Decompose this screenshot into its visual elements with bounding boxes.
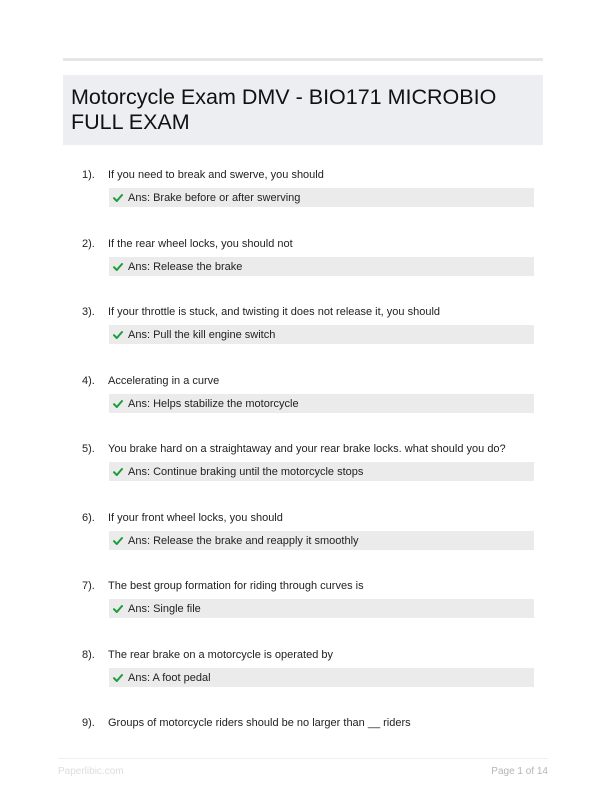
footer-site: Paperlibic.com [58,766,124,777]
page-number: Page 1 of 14 [491,766,548,777]
answer-box [109,599,534,618]
footer-divider [58,758,548,759]
answer-text: Ans: Release the brake and reapply it smoothly [128,534,359,547]
check-icon [113,467,123,477]
answer-text: Ans: Continue braking until the motorcycle stops [128,465,364,478]
answer-text: Ans: A foot pedal [128,671,211,684]
answer-box [109,668,534,687]
check-icon [113,262,123,272]
title-banner [63,75,543,145]
answer-box [109,531,534,550]
answer-box [109,394,534,413]
question-number: 9). [82,717,95,729]
answer-box [109,325,534,344]
question-number: 3). [82,306,95,318]
check-icon [113,330,123,340]
question-text: If your throttle is stuck, and twisting it does not release it, you should [108,306,441,318]
question-number: 6). [82,512,95,524]
question-text: If the rear wheel locks, you should not [108,238,293,250]
answer-text: Ans: Helps stabilize the motorcycle [128,397,299,410]
question-number: 4). [82,375,95,387]
question-number: 7). [82,580,95,592]
check-icon [113,536,123,546]
answer-text: Ans: Single file [128,602,201,615]
question-text: The rear brake on a motorcycle is operated by [108,649,334,661]
answer-box [109,188,534,207]
question-text: You brake hard on a straightaway and your rear brake locks. what should you do? [108,443,506,455]
check-icon [113,604,123,614]
top-divider [63,58,543,61]
question-number: 1). [82,169,95,181]
question-text: If you need to break and swerve, you should [108,169,324,181]
question-text: The best group formation for riding through curves is [108,580,364,592]
question-number: 8). [82,649,95,661]
page-title: Motorcycle Exam DMV - BIO171 MICROBIO FULL EXAM [71,85,497,134]
question-text: Accelerating in a curve [108,375,220,387]
answer-text: Ans: Brake before or after swerving [128,191,301,204]
check-icon [113,673,123,683]
answer-text: Ans: Pull the kill engine switch [128,328,276,341]
question-text: If your front wheel locks, you should [108,512,283,524]
answer-box [109,462,534,481]
answer-text: Ans: Release the brake [128,260,243,273]
check-icon [113,399,123,409]
question-number: 2). [82,238,95,250]
answer-box [109,257,534,276]
question-number: 5). [82,443,95,455]
check-icon [113,193,123,203]
question-text: Groups of motorcycle riders should be no larger than __ riders [108,717,411,729]
